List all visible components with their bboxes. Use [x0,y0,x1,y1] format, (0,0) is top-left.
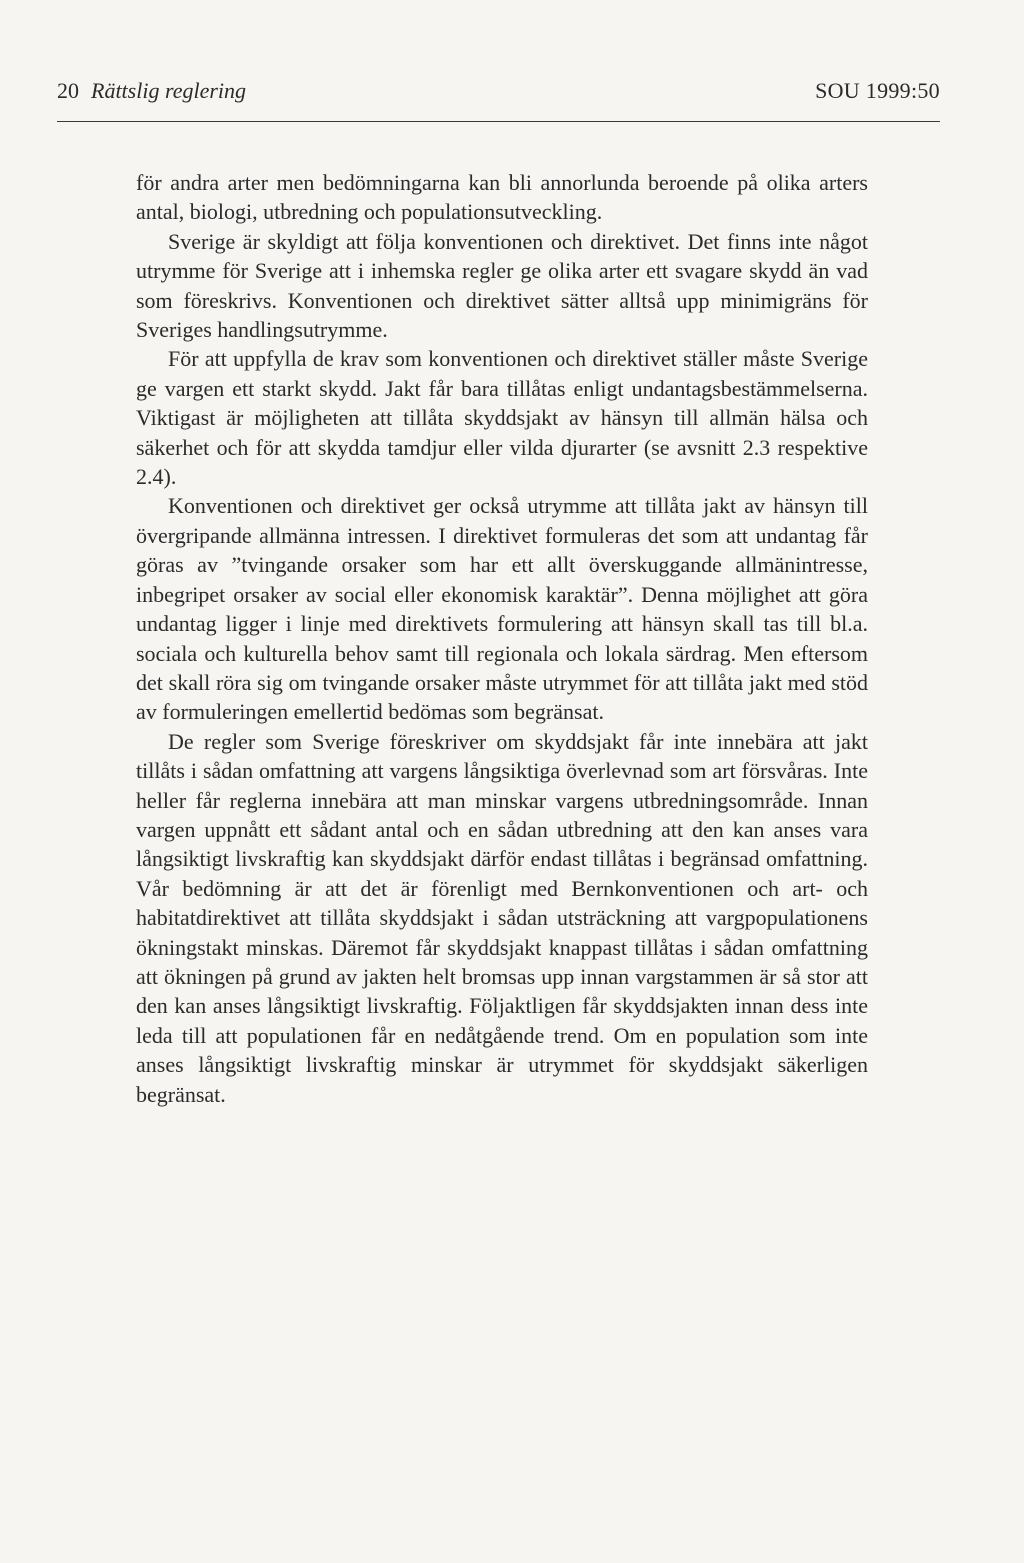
paragraph: för andra arter men bedömningarna kan bli annorlunda beroende på olika arters antal, biologi, utbredning och populationsutveckling. [136,170,868,225]
paragraph: För att uppfylla de krav som konventionen och direktivet ställer måste Sverige ge vargen ett starkt skydd. Jakt får bara tillåtas enligt undantagsbestämmelserna. Viktigast är möjligheten att tillåta skyddsjakt av hänsyn till allmän hälsa och säkerhet och för att skydda tamdjur eller vilda djurarter (se avsnitt 2.3 respektive 2.4). [136,346,868,490]
report-id: SOU 1999:50 [815,78,940,103]
paragraph: Sverige är skyldigt att följa konventionen och direktivet. Det finns inte något utrymme för Sverige att i inhemska regler ge olika arter ett svagare skydd än vad som föreskrivs. Konventionen och direktivet sätter alltså upp minimigräns för Sveriges handlingsutrymme. [136,228,868,343]
paragraph: De regler som Sverige föreskriver om skyddsjakt får inte innebära att jakt tillåts i sådan omfattning att vargens långsiktiga överlevnad som art försvåras. Inte heller får reglerna innebära att man minskar vargens utbredningsområde. Innan vargen uppnått ett sådant antal och en sådan utbredning att den kan anses vara långsiktigt livskraftig kan skyddsjakt därför endast tillåtas i begränsad omfattning. Vår bedömning är att det är förenligt med Bernkonventionen och art- och habitatdirektivet att tillåta skyddsjakt i sådan utsträckning att vargpopulationens ökningstakt minskas. Däremot får skyddsjakt knappast tillåtas i sådan omfattning att ökningen på grund av jakten helt bromsas upp innan vargstammen är så stor att den kan anses långsiktigt livskraftig. Följaktligen får skyddsjakten innan dess inte leda till att populationen får en nedåtgående trend. Om en population som inte anses långsiktigt livskraftig minskar är utrymmet för skyddsjakt säkerligen begränsat. [136,728,868,1107]
header-rule [57,121,940,122]
page-number: 20 [57,78,79,103]
page-header [57,78,940,112]
body-text [136,168,868,1109]
running-title: Rättslig reglering [91,78,247,103]
paragraph: Konventionen och direktivet ger också utrymme att tillåta jakt av hänsyn till övergripande allmänna intressen. I direktivet formuleras det som att undantag får göras av ”tvingande orsaker som har ett allt överskuggande allmänintresse, inbegripet orsaker av social eller ekonomisk karaktär”. Denna möjlighet att göra undantag ligger i linje med direktivets formulering att hänsyn skall tas till bl.a. sociala och kulturella behov samt till regionala och lokala särdrag. Men eftersom det skall röra sig om tvingande orsaker måste utrymmet för att tillåta jakt med stöd av formuleringen emellertid bedömas som begränsat. [136,493,868,725]
